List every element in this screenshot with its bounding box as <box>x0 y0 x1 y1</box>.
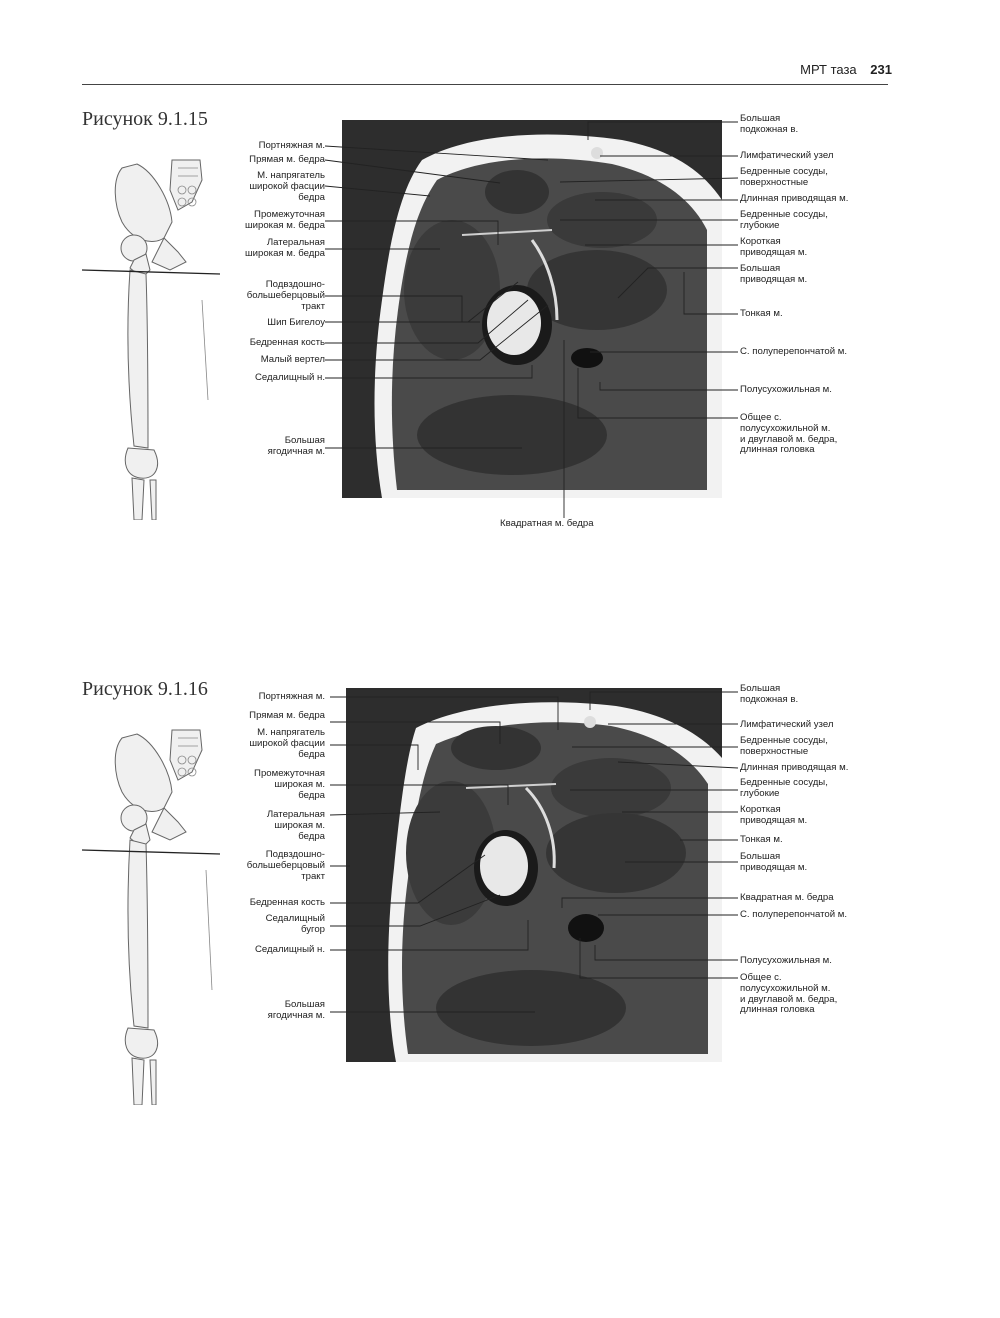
label-great-saphenous-vein: Большая подкожная в. <box>740 113 799 135</box>
label-common-tendon-biceps-2: Общее с. полусухожильной м. и двуглавой м. бедра, длинная головка <box>740 972 838 1016</box>
label-adductor-magnus: Большая приводящая м. <box>740 263 808 285</box>
label-femur-2: Бедренная кость <box>249 897 325 908</box>
label-gluteus-maximus-2: Большая ягодичная м. <box>267 999 325 1021</box>
mri-axial-image-1 <box>342 120 722 498</box>
label-vastus-intermedius: Промежуточная широкая м. бедра <box>244 209 325 231</box>
label-semimembranosus-tendon-2: С. полуперепончатой м. <box>740 909 848 920</box>
label-superficial-femoral-vessels-2: Бедренные сосуды, поверхностные <box>740 735 828 757</box>
label-rectus-femoris-2: Прямая м. бедра <box>249 710 325 721</box>
label-sartorius: Портняжная м. <box>258 140 325 151</box>
label-deep-femoral-vessels: Бедренные сосуды, глубокие <box>740 209 828 231</box>
label-lymph-node-2: Лимфатический узел <box>740 719 834 730</box>
label-vastus-intermedius-2: Промежуточная широкая м. бедра <box>254 768 325 801</box>
label-vastus-lateralis-2: Латеральная широкая м. бедра <box>266 809 325 842</box>
label-superficial-femoral-vessels: Бедренные сосуды, поверхностные <box>740 166 828 188</box>
label-great-saphenous-vein-2: Большая подкожная в. <box>740 683 799 705</box>
label-rectus-femoris: Прямая м. бедра <box>249 154 325 165</box>
label-bigelow-spur: Шип Бигелоу <box>267 317 325 328</box>
section-title: МРТ таза <box>800 62 857 77</box>
figure-title-1: Рисунок 9.1.15 <box>82 108 208 130</box>
label-sciatic-nerve-2: Седалищный н. <box>254 944 325 955</box>
label-gluteus-maximus: Большая ягодичная м. <box>267 435 325 457</box>
label-quadratus-femoris-2: Квадратная м. бедра <box>740 892 834 903</box>
label-quadratus-femoris: Квадратная м. бедра <box>500 518 594 529</box>
label-vastus-lateralis: Латеральная широкая м. бедра <box>244 237 325 259</box>
label-gracilis-2: Тонкая м. <box>740 834 783 845</box>
mri-slice-2 <box>346 688 722 1062</box>
figure-title-2: Рисунок 9.1.16 <box>82 678 208 700</box>
mri-slice-1 <box>342 120 722 498</box>
label-adductor-magnus-2: Большая приводящая м. <box>740 851 808 873</box>
leg-skeleton-diagram-1 <box>82 150 222 520</box>
label-sciatic-nerve: Седалищный н. <box>254 372 325 383</box>
label-adductor-longus-2: Длинная приводящая м. <box>740 762 849 773</box>
label-deep-femoral-vessels-2: Бедренные сосуды, глубокие <box>740 777 828 799</box>
label-semimembranosus-tendon: С. полуперепончатой м. <box>740 346 848 357</box>
page-number: 231 <box>870 62 892 77</box>
label-iliotibial-tract: Подвздошно- большеберцовый тракт <box>246 279 325 312</box>
running-head <box>800 62 892 77</box>
label-tensor-fasciae-latae: М. напрягатель широкой фасции бедра <box>249 170 325 203</box>
label-gracilis: Тонкая м. <box>740 308 783 319</box>
label-adductor-brevis: Короткая приводящая м. <box>740 236 808 258</box>
label-adductor-brevis-2: Короткая приводящая м. <box>740 804 808 826</box>
label-ischial-tuberosity: Седалищный бугор <box>265 913 325 935</box>
label-sartorius-2: Портняжная м. <box>258 691 325 702</box>
mri-axial-image-2 <box>346 688 722 1062</box>
label-semitendinosus-2: Полусухожильная м. <box>740 955 832 966</box>
header-rule <box>82 84 888 85</box>
label-semitendinosus: Полусухожильная м. <box>740 384 832 395</box>
label-adductor-longus: Длинная приводящая м. <box>740 193 849 204</box>
label-common-tendon-biceps: Общее с. полусухожильной м. и двуглавой м. бедра, длинная головка <box>740 412 838 456</box>
label-lymph-node: Лимфатический узел <box>740 150 834 161</box>
label-iliotibial-tract-2: Подвздошно- большеберцовый тракт <box>246 849 325 882</box>
label-femur: Бедренная кость <box>249 337 325 348</box>
label-tensor-fasciae-latae-2: М. напрягатель широкой фасции бедра <box>249 727 325 760</box>
label-lesser-trochanter: Малый вертел <box>260 354 325 365</box>
